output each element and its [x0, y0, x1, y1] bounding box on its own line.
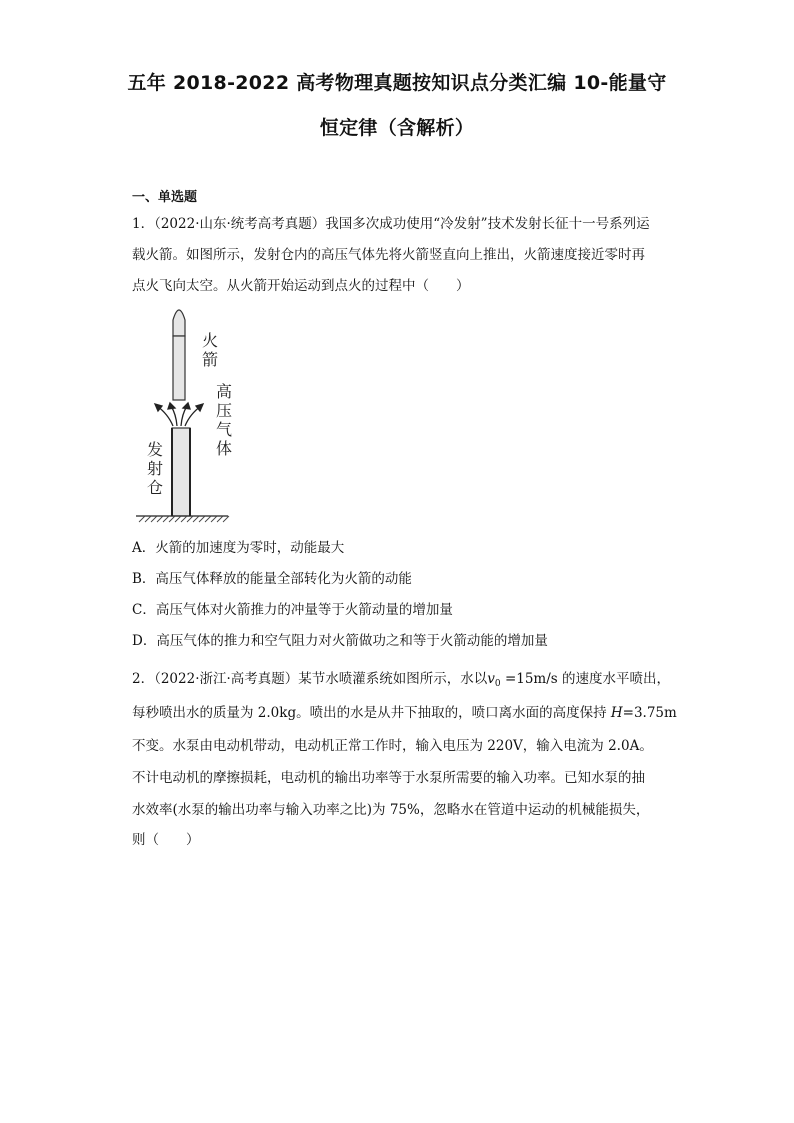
section-heading: 一、单选题 [132, 190, 198, 205]
q1-option-b: B．高压气体释放的能量全部转化为火箭的动能 [132, 571, 412, 587]
q1-text-line-1: 1．（2022·山东·统考高考真题）我国多次成功使用“冷发射”技术发射长征十一号系列运 [132, 216, 650, 232]
label-silo-2: 射 [147, 459, 164, 478]
rocket-nose [173, 310, 185, 336]
q2-text-line-1 [132, 667, 670, 689]
label-gas-2: 压 [216, 401, 233, 420]
velocity-symbol: $v_0$ [487, 671, 501, 689]
q2-text-line-3: 不变。水泵由电动机带动，电动机正常工作时，输入电压为 220V，输入电流为 2.0A。 [132, 738, 653, 754]
q2-line2-pre: 每秒喷出水的质量为 2.0kg。喷出的水是从井下抽取的，喷口离水面的高度保持 [132, 705, 611, 721]
label-gas-4: 体 [216, 439, 233, 458]
label-rocket-2: 箭 [202, 350, 219, 369]
label-gas-3: 气 [216, 420, 233, 439]
rocket-body [173, 336, 185, 400]
title-line-1: 五年 2018-2022 高考物理真题按知识点分类汇编 10-能量守 [127, 72, 667, 94]
velocity-subscript: 0 [494, 679, 501, 689]
q2-line1-pre: 2．（2022·浙江·高考真题）某节水喷灌系统如图所示，水以 [132, 671, 488, 687]
launch-silo [172, 428, 190, 516]
q2-line1-post: =15m/s 的速度水平喷出， [500, 671, 671, 687]
q2-line2-post: =3.75m [622, 705, 677, 721]
height-symbol: H [610, 705, 623, 721]
label-rocket-1: 火 [202, 331, 219, 350]
gas-arrows-icon [155, 403, 203, 426]
q1-option-c: C．高压气体对火箭推力的冲量等于火箭动量的增加量 [132, 602, 453, 618]
label-silo-3: 仓 [147, 478, 164, 497]
title-line-2: 恒定律（含解析） [319, 117, 475, 139]
q2-text-line-6: 则（ ） [132, 832, 200, 848]
q2-text-line-4: 不计电动机的摩擦损耗，电动机的输出功率等于水泵所需要的输入功率。已知水泵的抽 [132, 770, 645, 786]
q1-text-line-3: 点火飞向太空。从火箭开始运动到点火的过程中（ ） [132, 278, 470, 294]
q2-text-line-2 [132, 701, 677, 721]
q1-text-line-2: 载火箭。如图所示，发射仓内的高压气体先将火箭竖直向上推出，火箭速度接近零时再 [132, 247, 645, 263]
label-gas-1: 高 [216, 382, 233, 401]
q1-option-a: A．火箭的加速度为零时，动能最大 [132, 540, 345, 556]
rocket-launch-figure [130, 302, 240, 524]
label-silo-1: 发 [147, 440, 164, 459]
q2-text-line-5: 水效率(水泵的输出功率与输入功率之比)为 75%，忽略水在管道中运动的机械能损失， [132, 802, 650, 818]
q1-option-d: D．高压气体的推力和空气阻力对火箭做功之和等于火箭动能的增加量 [132, 633, 548, 649]
